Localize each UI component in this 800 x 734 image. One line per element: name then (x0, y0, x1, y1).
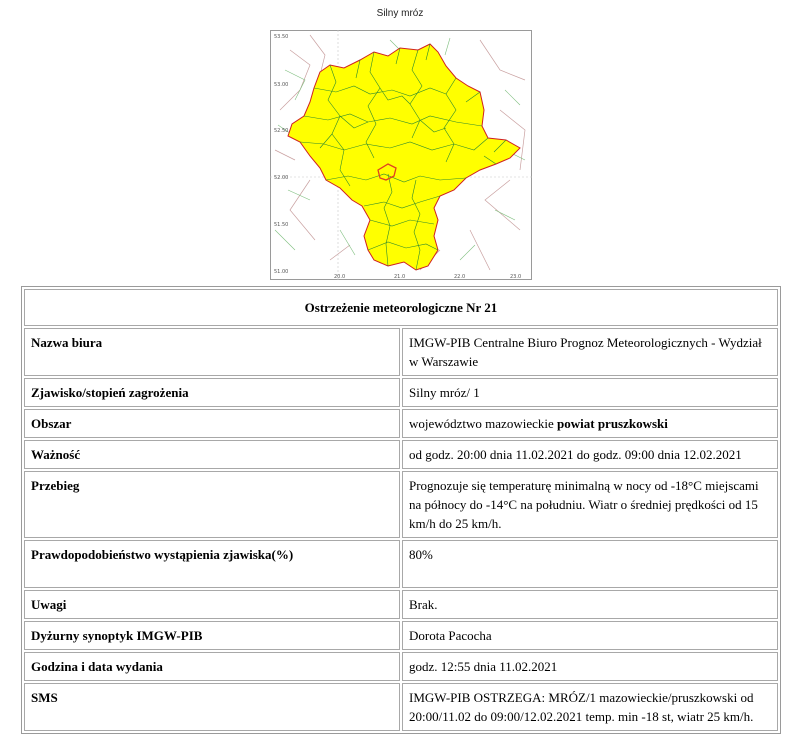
lat-label: 52.50 (274, 128, 289, 134)
lon-label: 22.0 (454, 274, 466, 280)
table-row (24, 540, 778, 588)
warning-table (21, 286, 781, 734)
lat-label: 51.50 (274, 222, 289, 228)
row-value: Prognozuje się temperaturę minimalną w nocy od -18°C miejscami na północy do -14°C na południu. Wiatr o średniej prędkości od 15 km/h do 25 km/h. (402, 471, 778, 538)
lon-label: 21.0 (394, 274, 406, 280)
row-label: Obszar (24, 409, 400, 438)
table-row (24, 590, 778, 619)
warning-heading: Ostrzeżenie meteorologiczne Nr 21 (24, 289, 778, 326)
lat-label: 51.00 (274, 269, 289, 275)
row-label: Nazwa biura (24, 328, 400, 376)
table-row (24, 328, 778, 376)
lon-label: 23.0 (510, 274, 522, 280)
table-row (24, 289, 778, 326)
table-row (24, 409, 778, 438)
row-value: 80% (402, 540, 778, 588)
table-row (24, 683, 778, 731)
row-label: Ważność (24, 440, 400, 469)
table-row (24, 471, 778, 538)
area-voivodeship: województwo mazowieckie (409, 416, 554, 431)
row-value: Brak. (402, 590, 778, 619)
row-value (402, 409, 778, 438)
row-label: Uwagi (24, 590, 400, 619)
row-label: SMS (24, 683, 400, 731)
lat-label: 52.00 (274, 175, 289, 181)
row-value: IMGW-PIB OSTRZEGA: MRÓZ/1 mazowieckie/pruszkowski od 20:00/11.02 do 09:00/12.02.2021 temp. min -18 st, wiatr 25 km/h. (402, 683, 778, 731)
row-label: Godzina i data wydania (24, 652, 400, 681)
lat-label: 53.50 (274, 34, 289, 40)
table-row (24, 440, 778, 469)
row-label: Dyżurny synoptyk IMGW-PIB (24, 621, 400, 650)
row-value: godz. 12:55 dnia 11.02.2021 (402, 652, 778, 681)
warning-map (270, 30, 532, 280)
row-value: od godz. 20:00 dnia 11.02.2021 do godz. 09:00 dnia 12.02.2021 (402, 440, 778, 469)
row-value: Dorota Pacocha (402, 621, 778, 650)
row-value: IMGW-PIB Centralne Biuro Prognoz Meteorologicznych - Wydział w Warszawie (402, 328, 778, 376)
lon-label: 20.0 (334, 274, 346, 280)
row-label: Prawdopodobieństwo wystąpienia zjawiska(%) (24, 540, 400, 588)
row-label: Przebieg (24, 471, 400, 538)
area-county: powiat pruszkowski (557, 416, 668, 431)
table-row (24, 378, 778, 407)
lat-label: 53.00 (274, 82, 289, 88)
table-row (24, 621, 778, 650)
row-label: Zjawisko/stopień zagrożenia (24, 378, 400, 407)
map-title: Silny mróz (376, 8, 424, 19)
table-row (24, 652, 778, 681)
row-value: Silny mróz/ 1 (402, 378, 778, 407)
